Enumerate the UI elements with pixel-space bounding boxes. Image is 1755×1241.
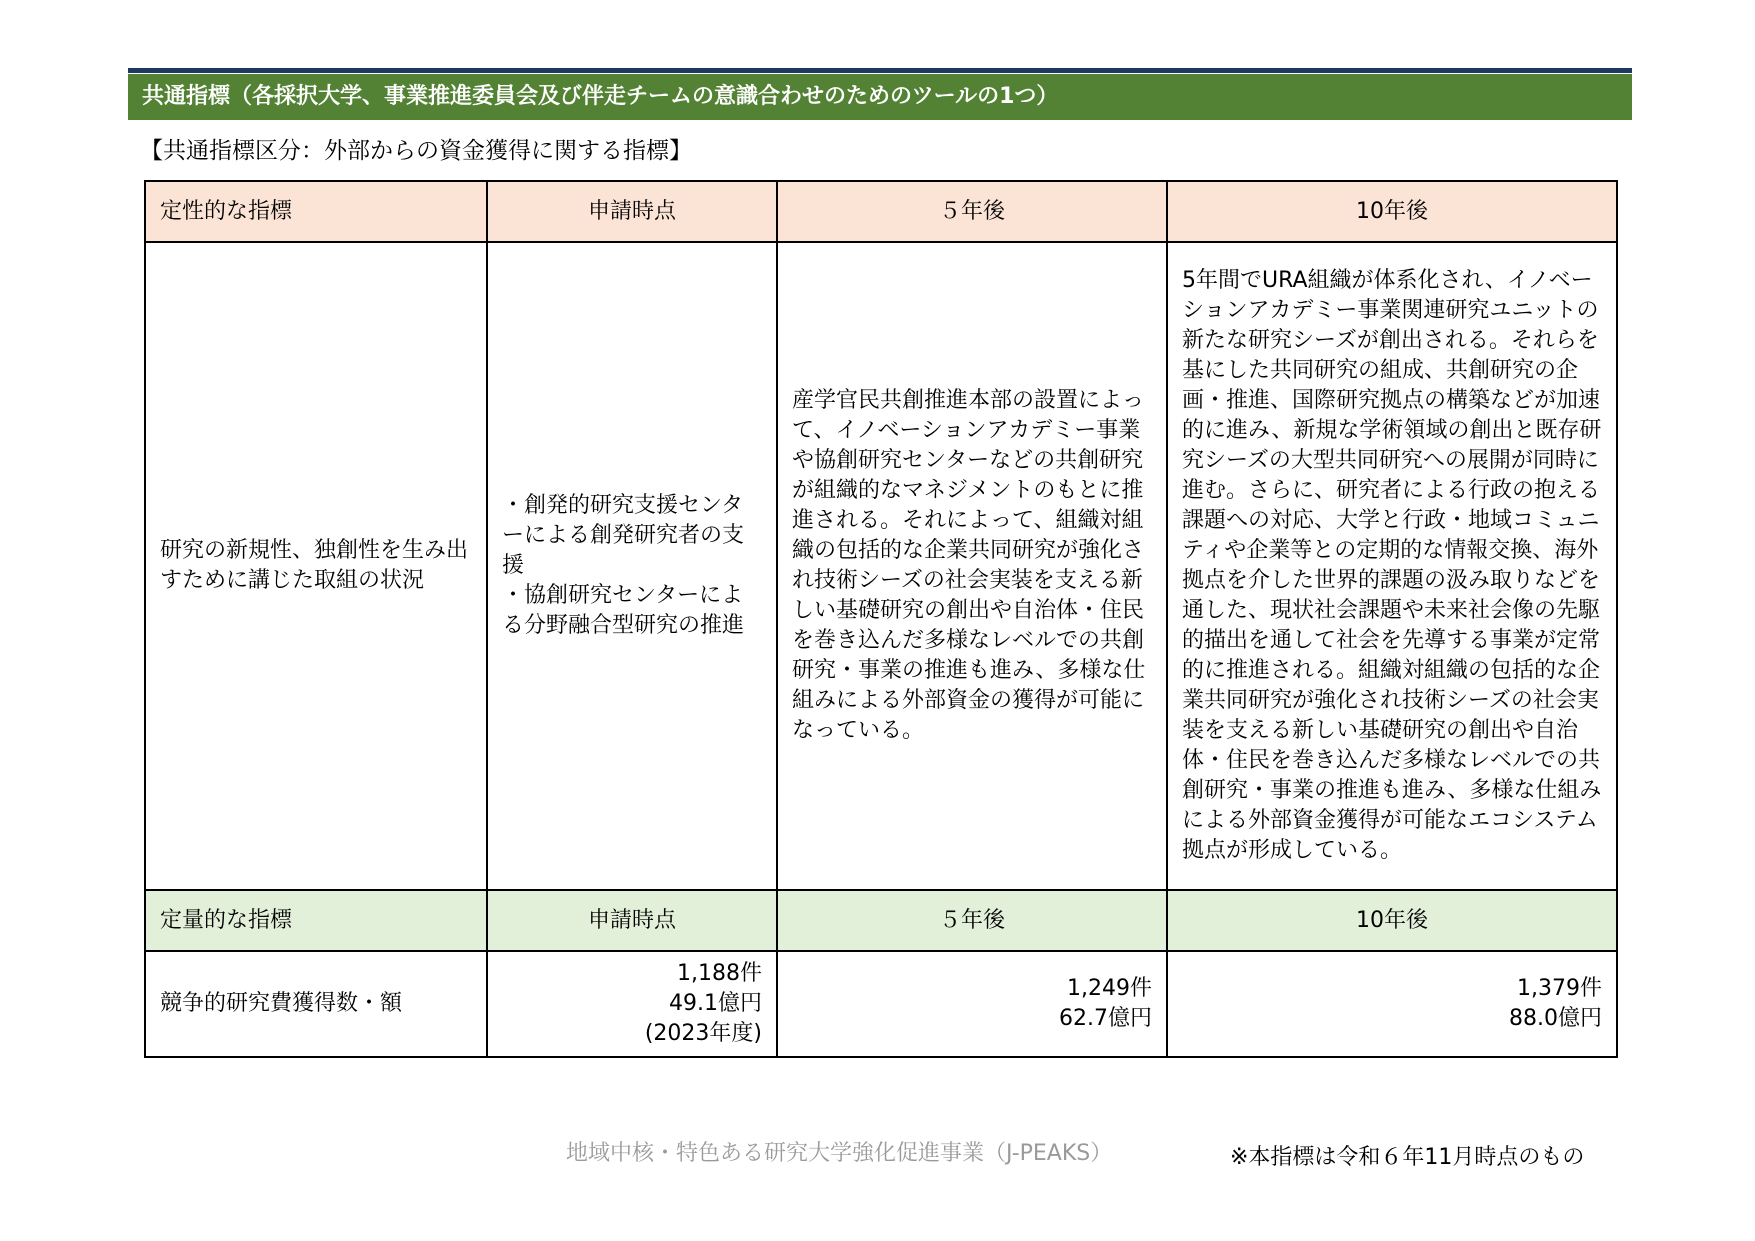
footer-program-name: 地域中核・特色ある研究大学強化促進事業（J-PEAKS） xyxy=(566,1141,1113,1166)
quantitative-10-year-value: 1,379件 88.0億円 xyxy=(1167,951,1617,1057)
qualitative-data-row xyxy=(145,242,1617,890)
header-after-5-years-2: ５年後 xyxy=(777,890,1167,951)
quantitative-indicator-name: 競争的研究費獲得数・額 xyxy=(145,951,487,1057)
qualitative-header-row xyxy=(145,181,1617,242)
header-after-5-years: ５年後 xyxy=(777,181,1167,242)
header-after-10-years: 10年後 xyxy=(1167,181,1617,242)
top-rule xyxy=(128,68,1632,73)
qualitative-application-value: ・創発的研究支援センターによる創発研究者の支援 ・協創研究センターによる分野融合型研究の推進 xyxy=(487,242,777,890)
header-after-10-years-2: 10年後 xyxy=(1167,890,1617,951)
header-qualitative-indicator: 定性的な指標 xyxy=(145,181,487,242)
quantitative-application-value: 1,188件 49.1億円 (2023年度) xyxy=(487,951,777,1057)
quantitative-data-row xyxy=(145,951,1617,1057)
qualitative-indicator-name: 研究の新規性、独創性を生み出すために講じた取組の状況 xyxy=(145,242,487,890)
footer-note: ※本指標は令和６年11月時点のもの xyxy=(1230,1145,1585,1170)
quantitative-header-row xyxy=(145,890,1617,951)
header-application-time: 申請時点 xyxy=(487,181,777,242)
header-quantitative-indicator: 定量的な指標 xyxy=(145,890,487,951)
indicator-category-label: 【共通指標区分：外部からの資金獲得に関する指標】 xyxy=(140,138,692,164)
indicator-table xyxy=(144,180,1618,1058)
qualitative-5-year-value: 産学官民共創推進本部の設置によって、イノベーションアカデミー事業や協創研究センターなどの共創研究が組織的なマネジメントのもとに推進される。それによって、組織対組織の包括的な企業共同研究が強化され技術シーズの社会実装を支える新しい基礎研究の創出や自治体・住民を巻き込んだ多様なレベルでの共創研究・事業の推進も進み、多様な仕組みによる外部資金の獲得が可能になっている。 xyxy=(777,242,1167,890)
header-application-time-2: 申請時点 xyxy=(487,890,777,951)
quantitative-5-year-value: 1,249件 62.7億円 xyxy=(777,951,1167,1057)
page-banner-title: 共通指標（各採択大学、事業推進委員会及び伴走チームの意識合わせのためのツールの1つ） xyxy=(128,74,1632,120)
qualitative-10-year-value: 5年間でURA組織が体系化され、イノベーションアカデミー事業関連研究ユニットの新たな研究シーズが創出される。それらを基にした共同研究の組成、共創研究の企画・推進、国際研究拠点の構築などが加速的に進み、新規な学術領域の創出と既存研究シーズの大型共同研究への展開が同時に進む。さらに、研究者による行政の抱える課題への対応、大学と行政・地域コミュニティや企業等との定期的な情報交換、海外拠点を介した世界的課題の汲み取りなどを通した、現状社会課題や未来社会像の先駆的描出を通して社会を先導する事業が定常的に推進される。組織対組織の包括的な企業共同研究が強化され技術シーズの社会実装を支える新しい基礎研究の創出や自治体・住民を巻き込んだ多様なレベルでの共創研究・事業の推進も進み、多様な仕組みによる外部資金獲得が可能なエコシステム拠点が形成している。 xyxy=(1167,242,1617,890)
